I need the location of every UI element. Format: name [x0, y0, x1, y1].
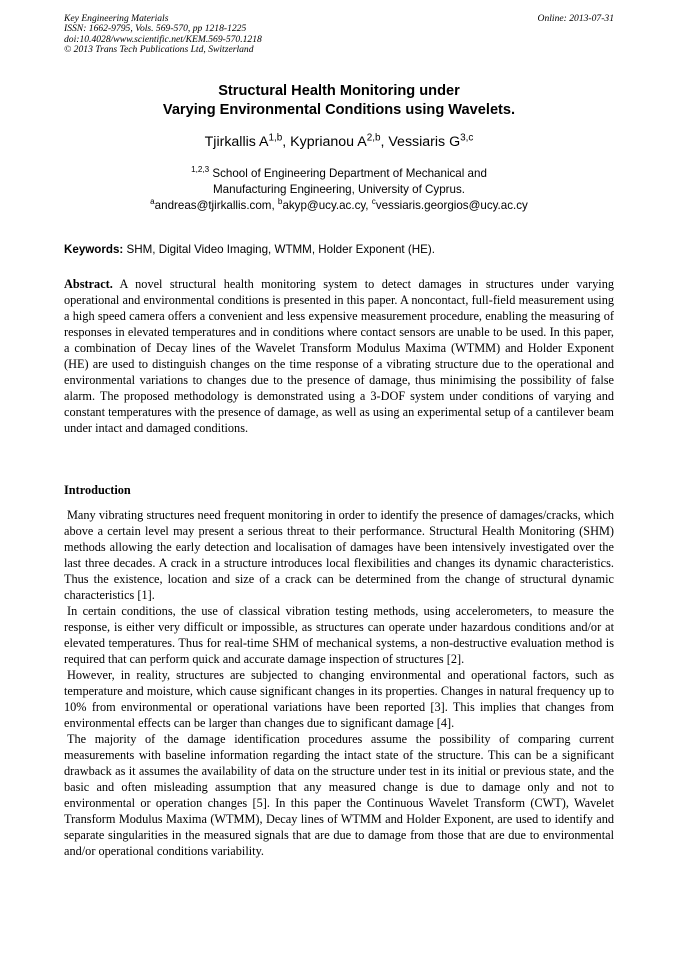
email-c-sup: c [371, 197, 376, 207]
abstract [64, 276, 614, 436]
keywords-text: SHM, Digital Video Imaging, WTMM, Holder Exponent (HE). [123, 243, 435, 256]
email-a: andreas@tjirkallis.com, [154, 199, 278, 212]
author-list [64, 133, 614, 151]
online-date: Online: 2013-07-31 [537, 13, 614, 24]
author-2-sup: 2,b [366, 132, 381, 144]
author-1: Tjirkallis A [204, 134, 269, 150]
email-a-sup: a [150, 197, 155, 207]
intro-paragraph: In certain conditions, the use of classical vibration testing methods, using accelerometers, to measure the response, is either very difficult or impossible, as structures can operate under hazardous conditions and/or at elevated temperatures. Thus for real-time SHM of mechanical systems, a non-destructive evaluation method is required that can perform quick and accurate damage inspection of structures [2]. [64, 604, 614, 666]
affiliation-line-2: Manufacturing Engineering, University of Cyprus. [213, 183, 465, 196]
title-line-2: Varying Environmental Conditions using Wavelets. [162, 102, 516, 118]
email-b: akyp@ucy.ac.cy, [282, 199, 372, 212]
doi-line: doi:10.4028/www.scientific.net/KEM.569-570.1218 [64, 33, 262, 45]
introduction-heading: Introduction [64, 483, 131, 497]
email-b-sup: b [277, 197, 283, 207]
author-separator: , [282, 134, 291, 150]
copyright-line: © 2013 Trans Tech Publications Ltd, Switzerland [64, 44, 254, 56]
affiliation [64, 166, 614, 214]
intro-paragraph: The majority of the damage identification procedures assume the possibility of comparing current measurements with baseline information regarding the intact state of the structure. This can be a significant drawback as it assumes the availability of data on the structure under test in its initial or previous state, and the basic and often misleading assumption that any measured change is due to damage only and not to environmental or operation changes [5]. In this paper the Continuous Wavelet Transform (CWT), Wavelet Transform Modulus Maxima (WTMM), Decay lines of WTMM and Holder Exponent, are used to identify and separate singularities in the measured signals that are due to damage from those that are due to environmental and/or operational conditions variability. [64, 732, 614, 858]
keywords [64, 242, 614, 258]
affiliation-sup: 1,2,3 [191, 165, 210, 175]
title-line-1: Structural Health Monitoring under [218, 83, 460, 99]
affiliation-line-1 [64, 166, 614, 182]
introduction-body [64, 507, 614, 859]
author-separator: , [380, 134, 389, 150]
author-3: Vessiaris G [388, 134, 461, 150]
affiliation-text-1: School of Engineering Department of Mechanical and [209, 167, 487, 180]
journal-name: Key Engineering Materials [64, 13, 169, 24]
email-line [64, 198, 614, 214]
intro-paragraph: Many vibrating structures need frequent monitoring in order to identify the presence of damages/cracks, which above a certain level may present a serious threat to their performance. Structural Health Monitoring (SHM) methods allowing the early detection and localisation of damages have been intensively investigated over the last three decades. A crack in a structure introduces local flexibilities and changes its dynamic characteristics. Thus the existence, location and size of a crack can be determined from the change of structural dynamic characteristics [1]. [64, 508, 614, 602]
issn-line: ISSN: 1662-9795, Vols. 569-570, pp 1218-1225 [64, 23, 247, 35]
author-2: Kyprianou A [290, 134, 367, 150]
abstract-label: Abstract. [64, 277, 113, 291]
email-c: vessiaris.georgios@ucy.ac.cy [375, 199, 528, 212]
author-1-sup: 1,b [268, 132, 283, 144]
keywords-label: Keywords: [64, 243, 124, 256]
author-3-sup: 3,c [460, 132, 474, 144]
abstract-text: A novel structural health monitoring system to detect damages in structures under varying operational and environmental conditions is presented in this paper. A noncontact, full-field measurement using a high speed camera offers a convenient and less expensive measurement procedure, enabling the measuring of responses in elevated temperatures and in conditions where contact sensors are unable to be used. In this paper, a combination of Decay lines of the Wavelet Transform Modulus Maxima (WTMM) and Holder Exponent (HE) are used to distinguish changes on the time response of a vibrating structure due to the operational and environmental variations to changes due to the presence of damage, thus minimising the possibility of false alarm. The proposed methodology is demonstrated using a 3-DOF system under conditions of varying and constant temperatures with the presence of damage, as well as using an experimental setup of a cantilever beam under intact and damaged conditions. [64, 277, 614, 435]
paper-title [64, 82, 614, 120]
intro-paragraph: However, in reality, structures are subjected to changing environmental and operational factors, such as temperature and moisture, which cause significant changes in its properties. Changes in natural frequency up to 10% from environmental or operational variations have been reported [3]. This implies that changes from environmental effects can be larger than changes due to significant damage [4]. [64, 668, 614, 730]
journal-header [64, 14, 262, 56]
